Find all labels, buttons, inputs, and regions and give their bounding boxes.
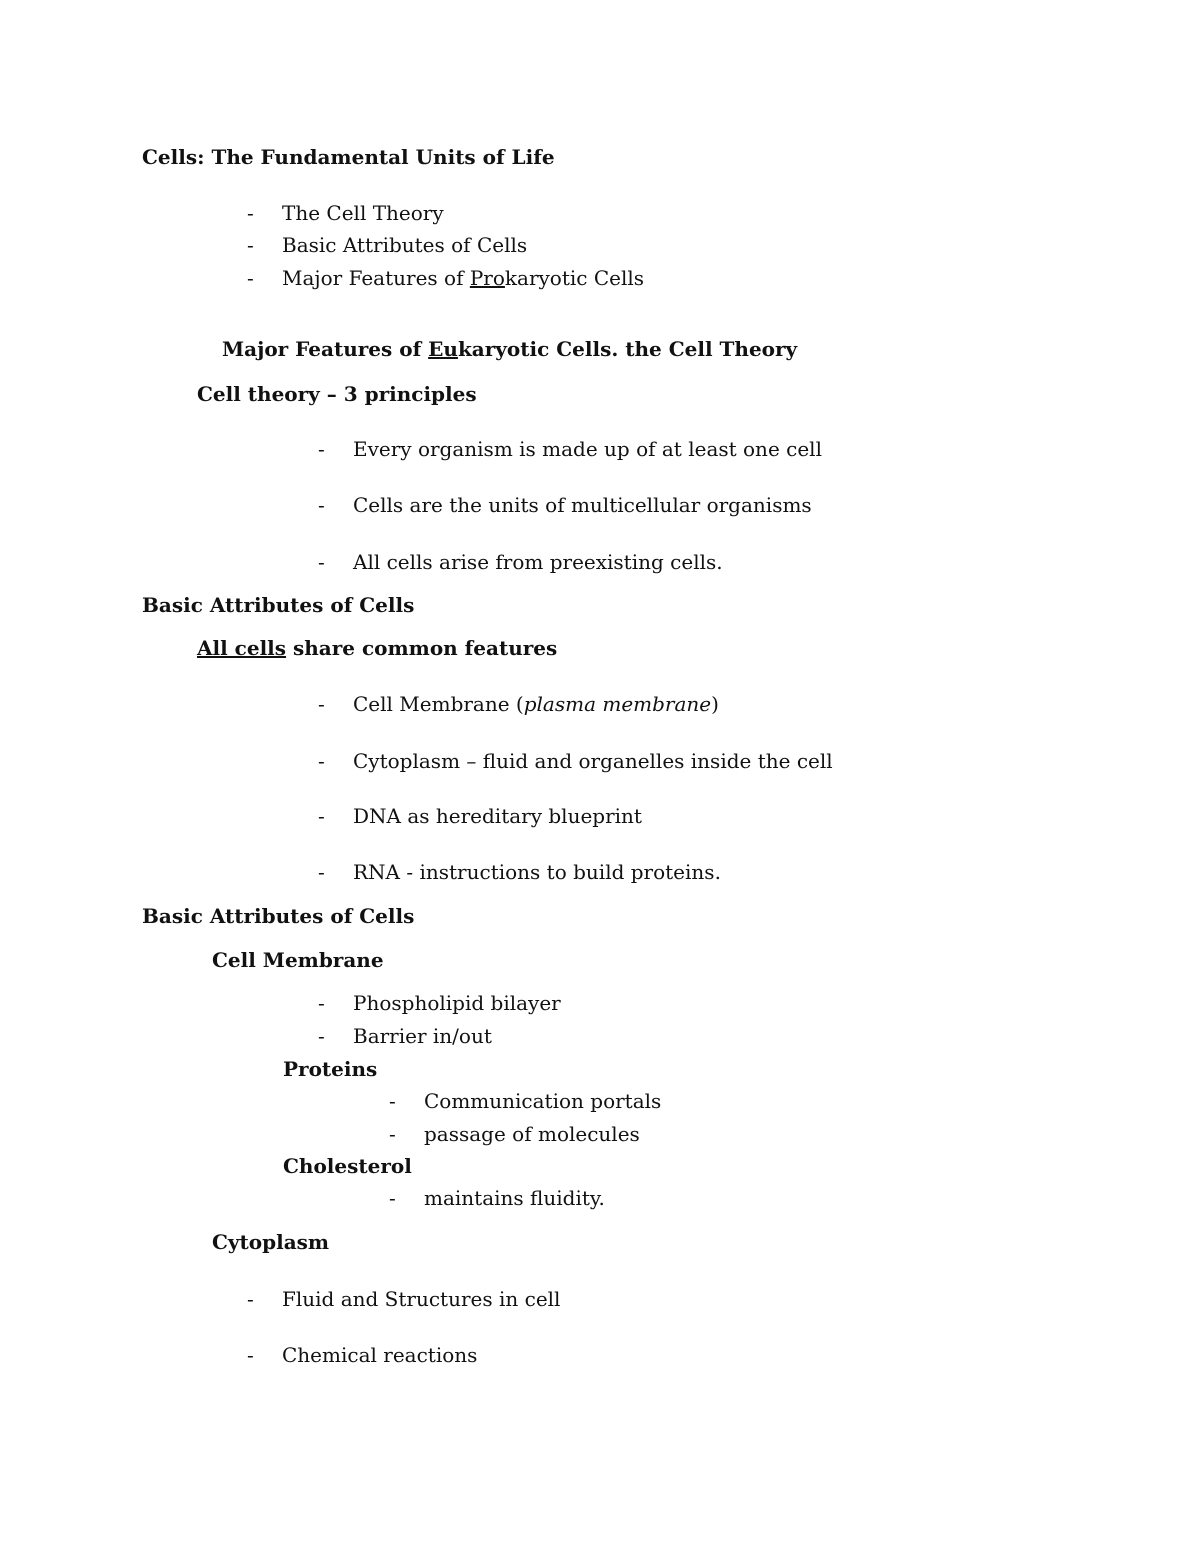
heading-euk-underlined: Eu xyxy=(428,337,458,361)
membrane-pre: Cell Membrane ( xyxy=(353,692,524,716)
bullet-dash: - xyxy=(247,201,254,225)
bullet-dash: - xyxy=(318,991,325,1015)
heading-cytoplasm: Cytoplasm xyxy=(212,1230,330,1254)
bullet-dash: - xyxy=(318,860,325,884)
heading-euk-pre: Major Features of xyxy=(222,337,429,361)
heading-cholesterol: Cholesterol xyxy=(283,1154,412,1178)
heading-proteins: Proteins xyxy=(283,1057,378,1081)
bullet-dash: - xyxy=(318,550,325,574)
membrane-italic: plasma membrane xyxy=(523,692,712,716)
bullet-dash: - xyxy=(389,1122,396,1146)
heading-basic-attributes: Basic Attributes of Cells xyxy=(142,904,415,928)
common-features-underlined: All cells xyxy=(197,636,287,660)
common-item: RNA - instructions to build proteins. xyxy=(353,860,721,884)
bullet-dash: - xyxy=(318,1024,325,1048)
heading-eukaryotic xyxy=(222,337,797,361)
common-item: DNA as hereditary blueprint xyxy=(353,804,642,828)
cytoplasm-item: Chemical reactions xyxy=(282,1343,478,1367)
document-title: Cells: The Fundamental Units of Life xyxy=(142,145,555,169)
outline-item-basic-attributes: Basic Attributes of Cells xyxy=(282,233,528,257)
bullet-dash: - xyxy=(247,1343,254,1367)
heading-euk-post: karyotic Cells. the Cell Theory xyxy=(457,337,798,361)
outline-item-cell-theory: The Cell Theory xyxy=(282,201,444,225)
bullet-dash: - xyxy=(318,493,325,517)
outline-item-prokaryotic xyxy=(282,266,644,290)
membrane-item: Phospholipid bilayer xyxy=(353,991,561,1015)
cell-theory-item: All cells arise from preexisting cells. xyxy=(353,550,723,574)
outline-prok-post: karyotic Cells xyxy=(504,266,645,290)
membrane-post: ) xyxy=(711,692,719,716)
outline-prok-underlined: Pro xyxy=(469,266,505,290)
common-item-membrane xyxy=(353,692,719,716)
cytoplasm-item: Fluid and Structures in cell xyxy=(282,1287,561,1311)
cholesterol-item: maintains fluidity. xyxy=(424,1186,605,1210)
cell-theory-item: Every organism is made up of at least one cell xyxy=(353,437,822,461)
bullet-dash: - xyxy=(389,1089,396,1113)
bullet-dash: - xyxy=(318,692,325,716)
cell-theory-item: Cells are the units of multicellular organisms xyxy=(353,493,812,517)
heading-cell-membrane: Cell Membrane xyxy=(212,948,384,972)
bullet-dash: - xyxy=(247,1287,254,1311)
membrane-item: Barrier in/out xyxy=(353,1024,492,1048)
bullet-dash: - xyxy=(318,749,325,773)
bullet-dash: - xyxy=(247,233,254,257)
bullet-dash: - xyxy=(247,266,254,290)
proteins-item: passage of molecules xyxy=(424,1122,640,1146)
common-features-post: share common features xyxy=(286,636,558,660)
heading-basic-attributes: Basic Attributes of Cells xyxy=(142,593,415,617)
heading-cell-theory: Cell theory – 3 principles xyxy=(197,382,477,406)
outline-prok-pre: Major Features of xyxy=(282,266,470,290)
heading-common-features xyxy=(197,636,557,660)
proteins-item: Communication portals xyxy=(424,1089,662,1113)
bullet-dash: - xyxy=(389,1186,396,1210)
common-item: Cytoplasm – fluid and organelles inside the cell xyxy=(353,749,833,773)
bullet-dash: - xyxy=(318,437,325,461)
bullet-dash: - xyxy=(318,804,325,828)
